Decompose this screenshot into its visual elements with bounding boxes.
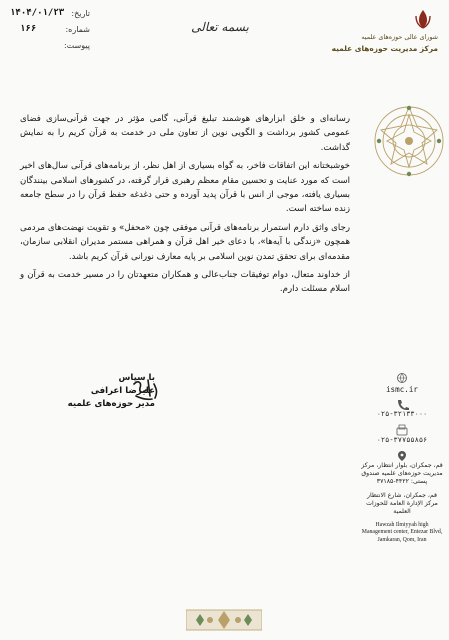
fax-number: ۰۲۵-۳۷۷۵۵۸۵۶ <box>376 436 428 444</box>
sidebar-contact <box>360 372 444 544</box>
phone-icon <box>360 398 444 410</box>
globe-icon <box>360 372 444 384</box>
signature-title: مدیر حوزه‌های علمیه <box>67 399 155 409</box>
number-value: ۱۶۶ <box>20 24 37 34</box>
handwritten-signature-icon <box>128 372 162 406</box>
paragraph-3: رجای واثق دارم استمرار برنامه‌های قرآنی موفقی چون «محفل» و تقویت نهضت‌های مردمی همچون «زندگی با آیه‌ها»، با دعای خیر اهل قرآن و همراهی مستمر مدیران انقلابی سازمان، مقدمه‌ای برای تحقق تمدن نوین اسلامی بر پایه معارف نورانی قرآن کریم باشد. <box>20 222 350 262</box>
bottom-ornament-icon <box>186 608 262 632</box>
fax-icon <box>360 424 444 436</box>
basmala: بسمه تعالی <box>191 20 249 34</box>
address-persian: قم، جمکران، بلوار انتظار، مرکز مدیریت حوزه‌های علمیه صندوق پستی: ۴۴۲۲-۳۷۱۸۵ <box>361 462 443 485</box>
date-value: ۱۴۰۴/۰۱/۲۳ <box>10 8 65 18</box>
website: ismc.ir <box>385 385 418 394</box>
date-label: تاریخ: <box>71 9 90 18</box>
signature-name: علیرضا اعرافی <box>90 386 155 396</box>
org-name-line2: مرکز مدیریت حوزه‌های علمیه <box>331 44 438 53</box>
paragraph-2: خوشبختانه این اتفاقات فاخر، به گواه بسیاری از اهل نظر، از برنامه‌های قرآنی سال‌های اخیر است که مورد عنایت و تحسین مقام معظم رهبری قرار گرفته، در کشورهای اسلامی بینندگان بسیاری یافته، موجی از انس با قرآن پدید آورده و حتی دغدغه حفظ قرآن را در سطح جامعه زنده ساخته است. <box>20 161 350 215</box>
address-arabic: قم، جمكران، شارع الانتظار مركز الإدارة العامة للحوزات العلمية <box>366 492 438 515</box>
ornament-icon <box>367 86 447 196</box>
signature-closing: با سپاس <box>118 373 155 383</box>
phone-number: ۰۲۵-۳۲۱۳۳۰۰۰ <box>376 410 428 418</box>
paragraph-1: رسانه‌ای و خلق ابزارهای هوشمند تبلیغ قرآنی، گامی مؤثر در جهت قرآنی‌سازی فضای عمومی کشور برداشت و الگویی نوین از تعاون ملی در خدمت به قرآن کریم را به نمایش گذاشت. <box>20 114 350 153</box>
iran-emblem-icon <box>412 8 434 30</box>
attachment-label: پیوست: <box>63 41 90 50</box>
paragraph-4: از خداوند متعال، دوام توفیقات جناب‌عالی و همکاران متعهدتان را در مسیر خدمت به قرآن و اسلام مسئلت دارم. <box>20 270 350 295</box>
letter-body <box>20 112 350 301</box>
number-label: شماره: <box>65 25 90 34</box>
org-name-line1: شورای عالی حوزه‌های علمیه <box>361 33 438 41</box>
attachment-row <box>10 40 90 54</box>
date-row <box>10 8 90 22</box>
location-pin-icon <box>360 450 444 462</box>
address-english: Hawzah Ilmiyyah high Management center, Entezar Blvd, Jamkaran, Qom, Iran <box>361 522 443 543</box>
number-row <box>10 24 90 38</box>
